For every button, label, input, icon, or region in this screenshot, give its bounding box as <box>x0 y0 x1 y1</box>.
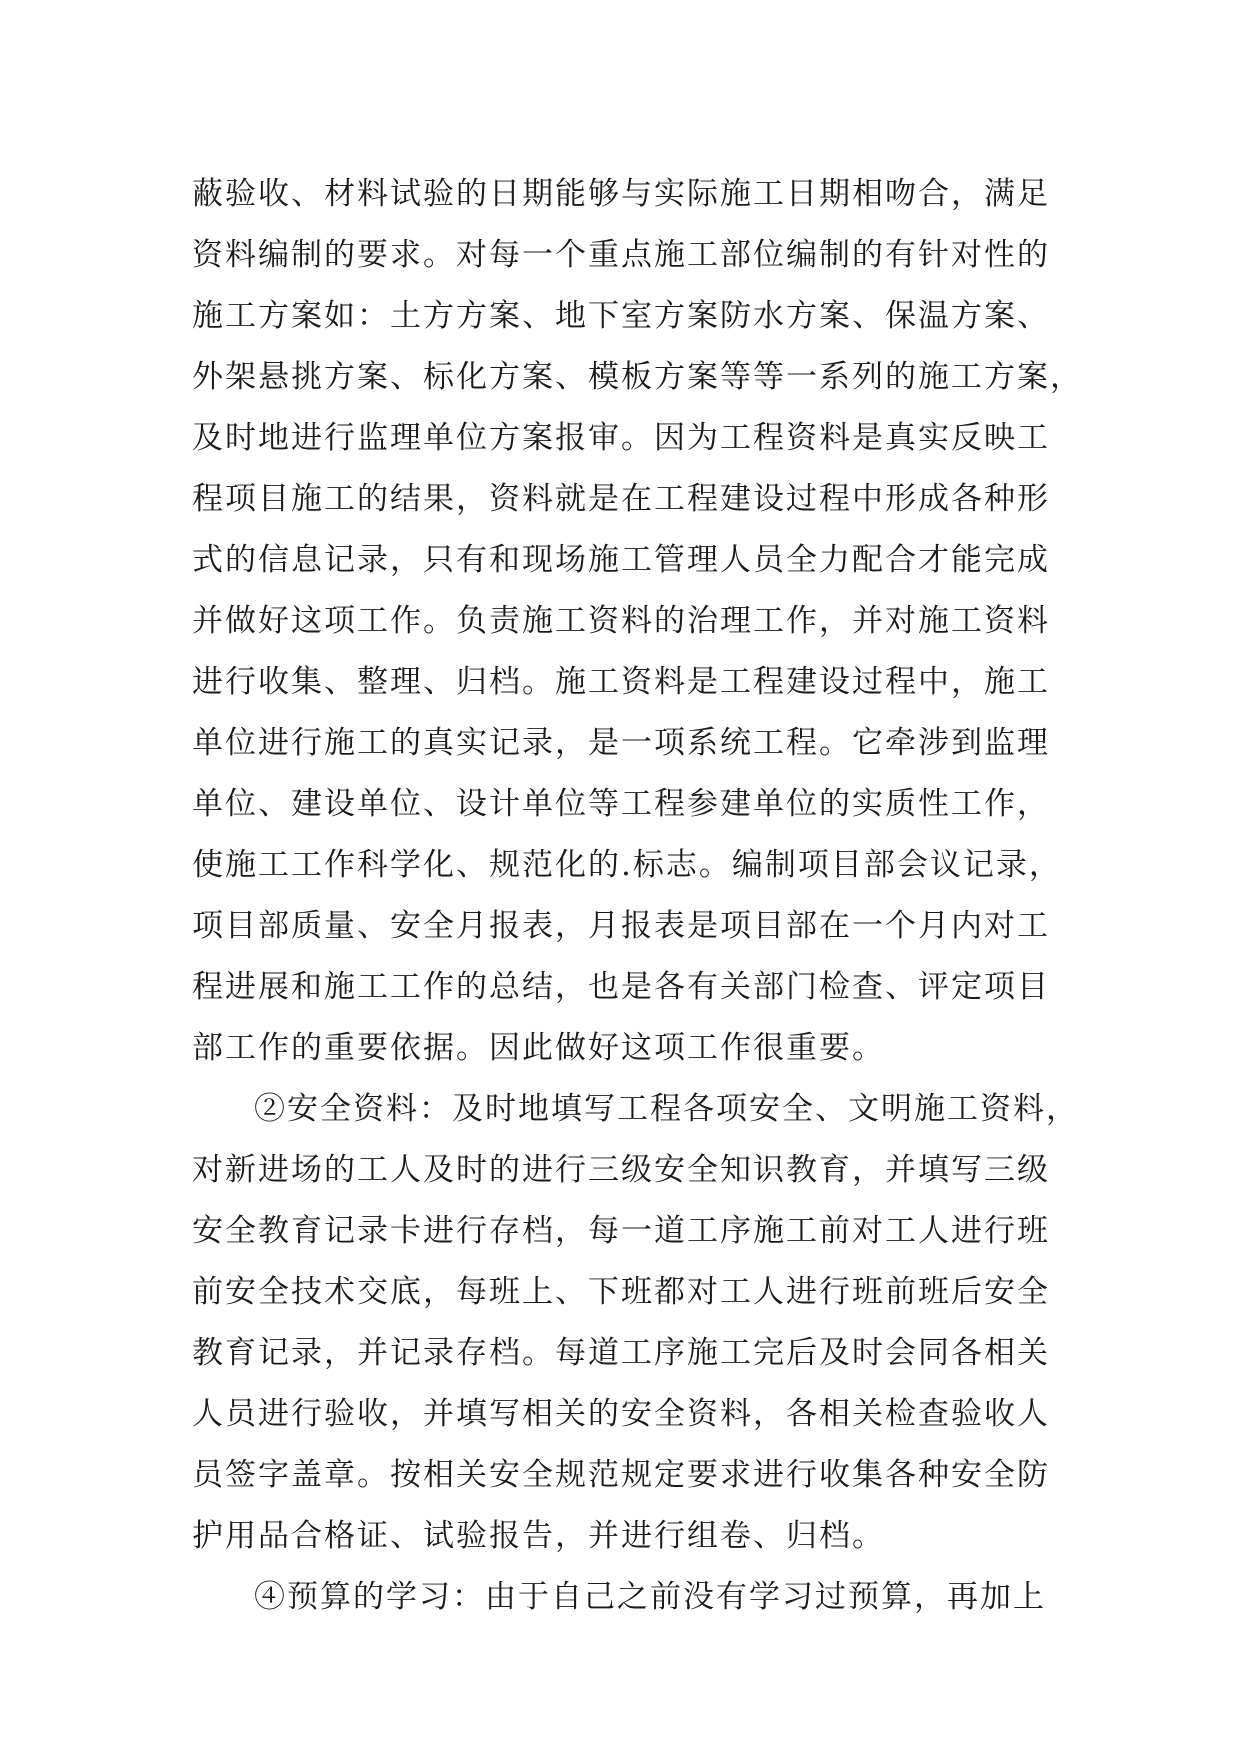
text-line: 对新进场的工人及时的进行三级安全知识教育，并填写三级 <box>192 1152 1050 1188</box>
text-line: 员签字盖章。按相关安全规范规定要求进行收集各种安全防 <box>192 1457 1050 1493</box>
paragraph-start-line: ②安全资料：及时地填写工程各项安全、文明施工资料， <box>254 1091 1079 1127</box>
text-line: 项目部质量、安全月报表，月报表是项目部在一个月内对工 <box>192 908 1050 944</box>
text-line: 施工方案如：土方方案、地下室方案防水方案、保温方案、 <box>192 298 1050 334</box>
text-line: 单位进行施工的真实记录，是一项系统工程。它牵涉到监理 <box>192 725 1050 761</box>
text-line: 前安全技术交底，每班上、下班都对工人进行班前班后安全 <box>192 1274 1050 1310</box>
text-line: 人员进行验收，并填写相关的安全资料，各相关检查验收人 <box>192 1396 1050 1432</box>
text-line: 护用品合格证、试验报告，并进行组卷、归档。 <box>192 1518 885 1554</box>
text-line: 安全教育记录卡进行存档，每一道工序施工前对工人进行班 <box>192 1213 1050 1249</box>
text-line: 部工作的重要依据。因此做好这项工作很重要。 <box>192 1030 885 1066</box>
text-line: 并做好这项工作。负责施工资料的治理工作，并对施工资料 <box>192 603 1050 639</box>
text-line: 程项目施工的结果，资料就是在工程建设过程中形成各种形 <box>192 481 1050 517</box>
text-line: 教育记录，并记录存档。每道工序施工完后及时会同各相关 <box>192 1335 1050 1371</box>
text-line: 单位、建设单位、设计单位等工程参建单位的实质性工作， <box>192 786 1050 822</box>
text-line: 式的信息记录，只有和现场施工管理人员全力配合才能完成 <box>192 542 1050 578</box>
text-line: 蔽验收、材料试验的日期能够与实际施工日期相吻合，满足 <box>192 176 1050 212</box>
text-line: 资料编制的要求。对每一个重点施工部位编制的有针对性的 <box>192 237 1050 273</box>
text-line: 及时地进行监理单位方案报审。因为工程资料是真实反映工 <box>192 420 1050 456</box>
text-line: 程进展和施工工作的总结，也是各有关部门检查、评定项目 <box>192 969 1050 1005</box>
paragraph-start-line: ④预算的学习：由于自己之前没有学习过预算，再加上 <box>254 1579 1046 1615</box>
text-line: 外架悬挑方案、标化方案、模板方案等等一系列的施工方案， <box>192 359 1083 395</box>
text-line: 进行收集、整理、归档。施工资料是工程建设过程中，施工 <box>192 664 1050 700</box>
text-line: 使施工工作科学化、规范化的.标志。编制项目部会议记录， <box>192 847 1062 883</box>
